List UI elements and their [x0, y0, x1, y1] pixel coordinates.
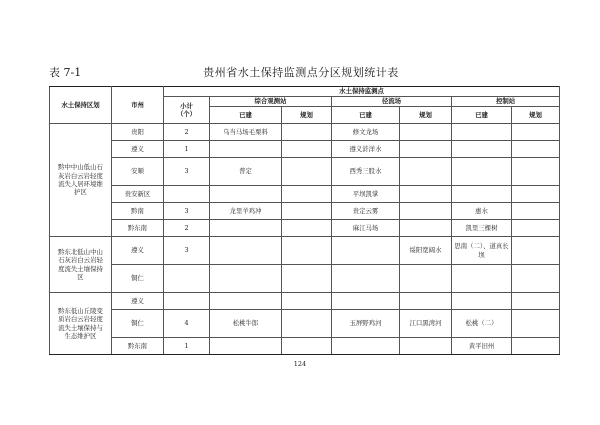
subtotal-cell: 3: [164, 158, 210, 186]
control-planned-cell: [512, 237, 560, 265]
city-cell: 贵安新区: [112, 186, 164, 203]
control-built-cell: [452, 124, 512, 141]
runoff-built-cell: [332, 237, 400, 265]
control-built-cell: 惠水: [452, 203, 512, 220]
header-runoff-planned: 规划: [400, 107, 452, 124]
header-monitoring-points: 水土保持监测点: [164, 87, 560, 97]
comprehensive-built-cell: 松桃牛郎: [210, 310, 282, 338]
control-built-cell: 松桃（二）: [452, 310, 512, 338]
runoff-planned-cell: [400, 141, 452, 158]
table-title: 贵州省水土保持监测点分区规划统计表: [203, 66, 399, 79]
runoff-planned-cell: [400, 158, 452, 186]
control-planned-cell: [512, 124, 560, 141]
header-control-built: 已建: [452, 107, 512, 124]
header-comprehensive-station: 综合观测站: [210, 97, 332, 107]
comprehensive-planned-cell: [282, 310, 332, 338]
table-row: [50, 124, 560, 141]
control-built-cell: [452, 293, 512, 310]
table-row: [50, 158, 560, 186]
runoff-built-cell: 修文龙场: [332, 124, 400, 141]
subtotal-cell: 2: [164, 220, 210, 237]
zone-cell: 黔东北低山中山石灰岩白云岩轻度流失土壤保持区: [50, 237, 112, 293]
table-row: [50, 310, 560, 338]
runoff-built-cell: [332, 265, 400, 293]
comprehensive-built-cell: 乌当马场毛栗料: [210, 124, 282, 141]
control-planned-cell: [512, 265, 560, 293]
comprehensive-planned-cell: [282, 141, 332, 158]
comprehensive-planned-cell: [282, 158, 332, 186]
comprehensive-planned-cell: [282, 237, 332, 265]
zone-cell: 黔东低山丘陵变质岩白云岩轻度流失土壤保持与生态维护区: [50, 293, 112, 355]
comprehensive-planned-cell: [282, 293, 332, 310]
city-cell: 黔南: [112, 203, 164, 220]
city-cell: 遵义: [112, 293, 164, 310]
comprehensive-planned-cell: [282, 203, 332, 220]
comprehensive-built-cell: [210, 338, 282, 355]
city-cell: 铜仁: [112, 265, 164, 293]
control-built-cell: 凯里三棵树: [452, 220, 512, 237]
zone-cell: 黔中中山低山石灰岩白云岩轻度流失人居环境维护区: [50, 124, 112, 237]
header-city: 市州: [112, 87, 164, 124]
comprehensive-built-cell: [210, 186, 282, 203]
runoff-built-cell: 麻江马场: [332, 220, 400, 237]
table-row: [50, 203, 560, 220]
comprehensive-built-cell: [210, 265, 282, 293]
table-row: [50, 338, 560, 355]
comprehensive-built-cell: [210, 293, 282, 310]
control-planned-cell: [512, 220, 560, 237]
comprehensive-built-cell: 龙里羊鸡冲: [210, 203, 282, 220]
runoff-planned-cell: [400, 124, 452, 141]
subtotal-cell: 3: [164, 237, 210, 265]
table-row: [50, 293, 560, 310]
header-control-station: 控制站: [452, 97, 560, 107]
city-cell: 安顺: [112, 158, 164, 186]
page-number: 124: [293, 360, 307, 368]
control-built-cell: [452, 265, 512, 293]
table-body: [50, 124, 560, 355]
header-runoff-built: 已建: [332, 107, 400, 124]
table-row: [50, 220, 560, 237]
runoff-built-cell: 玉屏野鸡河: [332, 310, 400, 338]
control-built-cell: 黄平旧州: [452, 338, 512, 355]
runoff-planned-cell: [400, 338, 452, 355]
control-built-cell: [452, 141, 512, 158]
control-planned-cell: [512, 338, 560, 355]
comprehensive-planned-cell: [282, 265, 332, 293]
header-control-planned: 规划: [512, 107, 560, 124]
comprehensive-planned-cell: [282, 186, 332, 203]
subtotal-cell: [164, 293, 210, 310]
statistics-table-wrapper: [49, 86, 559, 355]
header-runoff-plot: 径流场: [332, 97, 452, 107]
runoff-planned-cell: 江口黑湾河: [400, 310, 452, 338]
subtotal-cell: 1: [164, 338, 210, 355]
runoff-built-cell: 遵义浒洋水: [332, 141, 400, 158]
runoff-planned-cell: [400, 203, 452, 220]
header-zone: 水土保持区划: [50, 87, 112, 124]
table-row: [50, 265, 560, 293]
comprehensive-built-cell: [210, 220, 282, 237]
control-planned-cell: [512, 158, 560, 186]
table-caption: [49, 64, 553, 80]
runoff-built-cell: 贵定云雾: [332, 203, 400, 220]
runoff-built-cell: 平坝凯掌: [332, 186, 400, 203]
table-row: [50, 237, 560, 265]
runoff-built-cell: [332, 293, 400, 310]
city-cell: 铜仁: [112, 310, 164, 338]
table-label: 表 7-1: [49, 66, 82, 79]
subtotal-cell: 4: [164, 310, 210, 338]
runoff-planned-cell: [400, 186, 452, 203]
comprehensive-built-cell: [210, 237, 282, 265]
table-row: [50, 186, 560, 203]
table-header: [50, 87, 560, 124]
header-subtotal: 小计 （个）: [164, 97, 210, 124]
control-planned-cell: [512, 186, 560, 203]
city-cell: 遵义: [112, 237, 164, 265]
control-planned-cell: [512, 203, 560, 220]
comprehensive-planned-cell: [282, 220, 332, 237]
city-cell: 黔东南: [112, 338, 164, 355]
city-cell: 黔东南: [112, 220, 164, 237]
city-cell: 遵义: [112, 141, 164, 158]
runoff-planned-cell: [400, 265, 452, 293]
control-built-cell: [452, 158, 512, 186]
header-comprehensive-built: 已建: [210, 107, 282, 124]
control-planned-cell: [512, 293, 560, 310]
monitoring-points-table: [49, 86, 560, 355]
subtotal-cell: [164, 186, 210, 203]
subtotal-cell: 1: [164, 141, 210, 158]
city-cell: 贵阳: [112, 124, 164, 141]
control-planned-cell: [512, 141, 560, 158]
control-planned-cell: [512, 310, 560, 338]
control-built-cell: [452, 186, 512, 203]
control-built-cell: 思南（二）、道真长坝: [452, 237, 512, 265]
table-row: [50, 141, 560, 158]
comprehensive-planned-cell: [282, 338, 332, 355]
subtotal-cell: 3: [164, 203, 210, 220]
runoff-planned-cell: [400, 220, 452, 237]
runoff-planned-cell: [400, 293, 452, 310]
subtotal-cell: 2: [164, 124, 210, 141]
runoff-built-cell: [332, 338, 400, 355]
comprehensive-built-cell: [210, 141, 282, 158]
runoff-planned-cell: 绥阳宽阔水: [400, 237, 452, 265]
comprehensive-planned-cell: [282, 124, 332, 141]
runoff-built-cell: 西秀三股水: [332, 158, 400, 186]
comprehensive-built-cell: 普定: [210, 158, 282, 186]
header-comprehensive-planned: 规划: [282, 107, 332, 124]
subtotal-cell: [164, 265, 210, 293]
